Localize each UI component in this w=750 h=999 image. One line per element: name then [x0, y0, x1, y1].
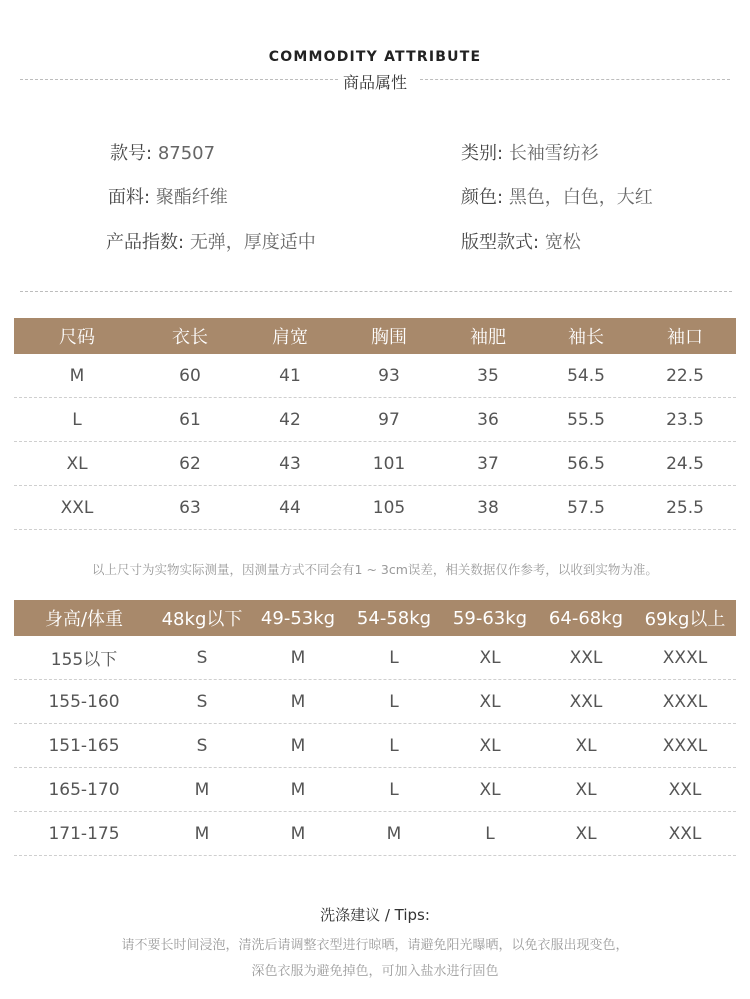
- table-cell: XL: [479, 647, 501, 668]
- table-cell: L: [389, 691, 399, 712]
- fit-header-cell: 69kg以上: [644, 609, 726, 630]
- table-cell: 97: [378, 409, 400, 430]
- table-cell: S: [196, 691, 208, 712]
- table-row: [14, 768, 736, 812]
- table-cell: XL: [66, 453, 88, 474]
- tips-line-2: 深色衣服为避免掉色，可加入盐水进行固色: [251, 964, 499, 979]
- table-cell: XL: [575, 735, 597, 756]
- table-row: [14, 680, 736, 724]
- attr-index-value: 无弹，厚度适中: [189, 232, 316, 253]
- table-cell: XXL: [668, 823, 702, 844]
- title-divider-right: [420, 79, 730, 80]
- attributes-divider: [20, 291, 732, 292]
- size-table-header: [14, 318, 736, 354]
- table-cell: XL: [479, 779, 501, 800]
- table-cell: S: [196, 647, 208, 668]
- fit-table-header: [14, 600, 736, 636]
- table-cell: 43: [279, 453, 301, 474]
- fit-header-cell: 64-68kg: [548, 607, 624, 629]
- section-title-en: COMMODITY ATTRIBUTE: [268, 49, 482, 65]
- table-cell: M: [194, 779, 210, 800]
- table-cell: 155-160: [48, 691, 120, 712]
- attr-color-label: 颜色:: [461, 187, 504, 208]
- attr-fit: [461, 228, 581, 254]
- table-cell: 54.5: [567, 365, 605, 386]
- table-cell: XXL: [60, 497, 94, 518]
- table-cell: M: [290, 735, 306, 756]
- table-cell: XXL: [668, 779, 702, 800]
- table-cell: XXL: [569, 647, 603, 668]
- table-cell: M: [290, 779, 306, 800]
- table-cell: XXXL: [662, 735, 708, 756]
- table-cell: M: [69, 365, 85, 386]
- table-cell: 36: [477, 409, 499, 430]
- table-cell: XXXL: [662, 647, 708, 668]
- table-cell: 93: [378, 365, 400, 386]
- table-row: [14, 354, 736, 398]
- size-header-cell: 衣长: [172, 327, 208, 348]
- table-cell: XL: [575, 779, 597, 800]
- table-cell: S: [196, 735, 208, 756]
- attr-category-value: 长袖雪纺衫: [508, 143, 599, 164]
- table-cell: 23.5: [666, 409, 704, 430]
- table-cell: 63: [179, 497, 201, 518]
- table-cell: 60: [179, 365, 201, 386]
- fit-header-cell: 49-53kg: [260, 607, 336, 629]
- table-cell: L: [389, 779, 399, 800]
- table-cell: XL: [575, 823, 597, 844]
- size-header-cell: 肩宽: [272, 327, 308, 348]
- attr-category-label: 类别:: [461, 143, 504, 164]
- table-row: [14, 812, 736, 856]
- size-table: [14, 318, 736, 530]
- table-cell: 22.5: [666, 365, 704, 386]
- table-cell: 62: [179, 453, 201, 474]
- attr-model-value: 87507: [157, 143, 216, 164]
- table-cell: M: [386, 823, 402, 844]
- table-cell: 55.5: [567, 409, 605, 430]
- size-header-cell: 袖肥: [470, 327, 506, 348]
- table-cell: L: [389, 735, 399, 756]
- attr-fit-label: 版型款式:: [461, 232, 540, 253]
- table-cell: 61: [179, 409, 201, 430]
- table-cell: 171-175: [48, 823, 120, 844]
- table-row: [14, 442, 736, 486]
- table-cell: 57.5: [567, 497, 605, 518]
- table-cell: 42: [279, 409, 301, 430]
- section-title-cn: 商品属性: [342, 73, 407, 92]
- table-cell: 56.5: [567, 453, 605, 474]
- table-cell: 38: [477, 497, 499, 518]
- table-cell: XXL: [569, 691, 603, 712]
- table-cell: M: [290, 823, 306, 844]
- table-cell: L: [72, 409, 82, 430]
- table-cell: 24.5: [666, 453, 704, 474]
- attr-color: [461, 183, 653, 209]
- table-cell: XL: [479, 691, 501, 712]
- table-cell: 41: [279, 365, 301, 386]
- fit-header-cell: 59-63kg: [452, 607, 528, 629]
- tips-line-1: 请不要长时间浸泡，清洗后请调整衣型进行晾晒，请避免阳光曝晒，以免衣服出现变色，: [121, 938, 629, 953]
- fit-table: [14, 600, 736, 856]
- table-row: [14, 486, 736, 530]
- size-header-cell: 尺码: [59, 327, 95, 348]
- attr-fabric: [108, 183, 228, 209]
- table-cell: XL: [479, 735, 501, 756]
- table-cell: 25.5: [666, 497, 704, 518]
- attr-index: [106, 228, 316, 254]
- table-cell: 155以下: [50, 650, 118, 670]
- table-cell: M: [290, 647, 306, 668]
- table-row: [14, 724, 736, 768]
- attr-index-label: 产品指数:: [106, 232, 185, 253]
- measurement-note: 以上尺寸为实物实际测量，因测量方式不同会有1 ~ 3cm误差，相关数据仅作参考，以收到实物为准。: [92, 562, 658, 577]
- attr-model: [110, 139, 215, 165]
- table-cell: 151-165: [48, 735, 120, 756]
- size-header-cell: 袖口: [667, 327, 703, 348]
- table-cell: 37: [477, 453, 499, 474]
- attr-fabric-value: 聚酯纤维: [155, 187, 228, 208]
- table-cell: 105: [372, 497, 406, 518]
- table-row: [14, 398, 736, 442]
- attr-fabric-label: 面料:: [108, 187, 151, 208]
- table-cell: L: [485, 823, 495, 844]
- tips-title: 洗涤建议 / Tips:: [320, 906, 430, 924]
- table-cell: 165-170: [48, 779, 120, 800]
- table-cell: M: [194, 823, 210, 844]
- attr-color-value: 黑色，白色，大红: [508, 187, 653, 208]
- table-cell: 101: [372, 453, 406, 474]
- fit-header-cell: 身高/体重: [44, 609, 124, 630]
- attr-category: [461, 139, 599, 165]
- table-row: [14, 636, 736, 680]
- table-cell: 44: [279, 497, 301, 518]
- fit-header-cell: 48kg以下: [161, 609, 243, 630]
- attr-model-label: 款号:: [110, 143, 153, 164]
- table-cell: M: [290, 691, 306, 712]
- fit-header-cell: 54-58kg: [356, 607, 432, 629]
- size-header-cell: 袖长: [568, 327, 604, 348]
- table-cell: 35: [477, 365, 499, 386]
- attr-fit-value: 宽松: [544, 232, 581, 253]
- table-cell: L: [389, 647, 399, 668]
- size-header-cell: 胸围: [371, 327, 407, 348]
- table-cell: XXXL: [662, 691, 708, 712]
